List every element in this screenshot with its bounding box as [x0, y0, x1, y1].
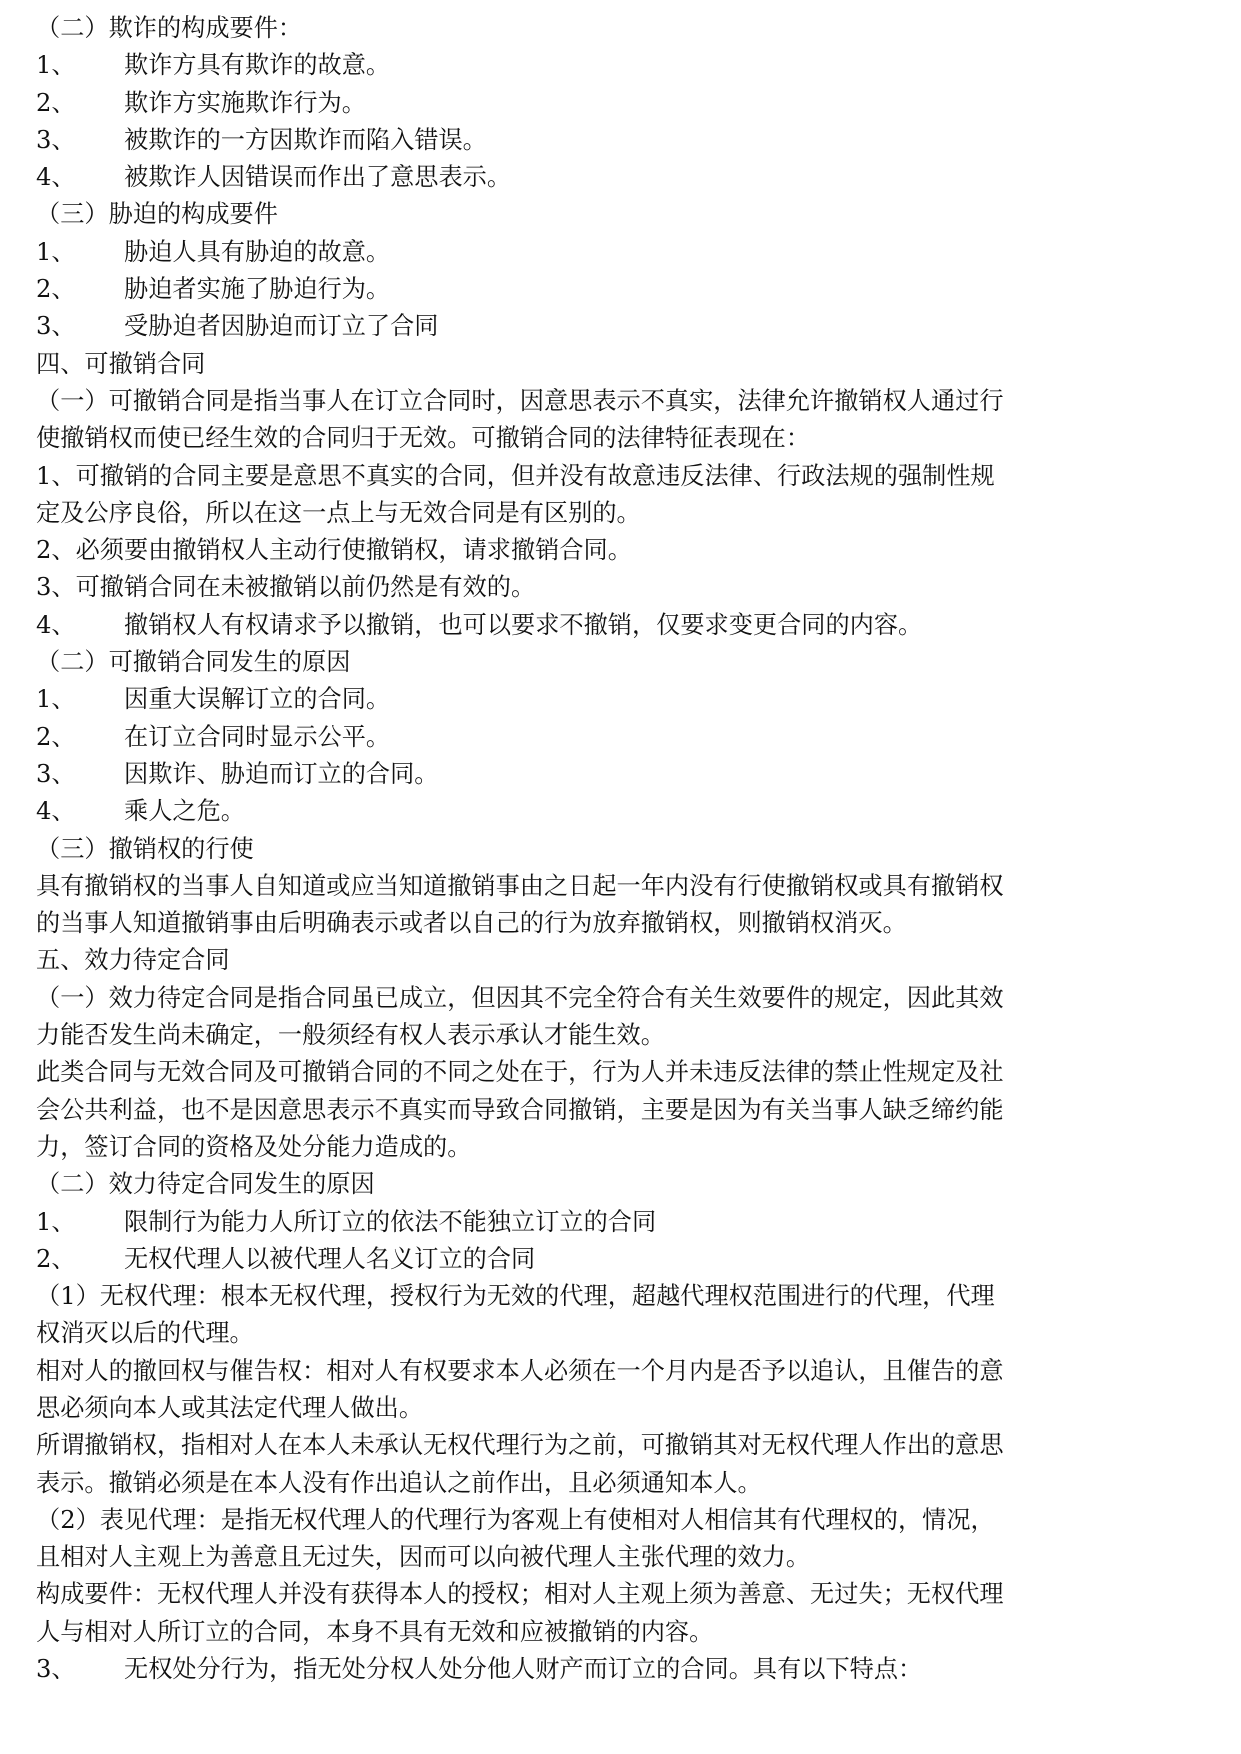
numbered-list-item [36, 159, 1211, 196]
list-item-text: 在订立合同时显示公平。 [124, 722, 391, 751]
list-item-number: 1、 [36, 1207, 76, 1236]
paragraph-line: 权消灭以后的代理。 [36, 1319, 254, 1348]
document-page [36, 10, 1211, 1688]
list-item-number: 2、 [36, 275, 76, 304]
list-item-text: 因欺诈、胁迫而订立的合同。 [124, 759, 439, 788]
paragraph-line: 2、必须要由撤销权人主动行使撤销权，请求撤销合同。 [36, 536, 632, 565]
list-item-text: 胁迫人具有胁迫的故意。 [124, 237, 391, 266]
numbered-list-item [36, 308, 1211, 345]
numbered-list-item [36, 85, 1211, 122]
paragraph-line: （一）效力待定合同是指合同虽已成立，但因其不完全符合有关生效要件的规定，因此其效 [36, 983, 1004, 1012]
list-item-text: 撤销权人有权请求予以撤销，也可以要求不撤销，仅要求变更合同的内容。 [124, 610, 923, 639]
numbered-list-item [36, 234, 1211, 271]
paragraph-line: （三）撤销权的行使 [36, 834, 254, 863]
list-item-text: 被欺诈的一方因欺诈而陷入错误。 [124, 125, 487, 154]
list-item-number: 3、 [36, 759, 76, 788]
paragraph-line: 3、可撤销合同在未被撤销以前仍然是有效的。 [36, 573, 536, 602]
paragraph-line: 力，签订合同的资格及处分能力造成的。 [36, 1132, 472, 1161]
paragraph-line: 四、可撤销合同 [36, 349, 206, 378]
paragraph-line: 会公共利益，也不是因意思表示不真实而导致合同撤销，主要是因为有关当事人缺乏缔约能 [36, 1095, 1004, 1124]
list-item-number: 4、 [36, 797, 76, 826]
numbered-list-item [36, 271, 1211, 308]
list-item-number: 1、 [36, 51, 76, 80]
paragraph-line: 1、可撤销的合同主要是意思不真实的合同，但并没有故意违反法律、行政法规的强制性规 [36, 461, 995, 490]
list-item-number: 4、 [36, 163, 76, 192]
list-item-text: 无权处分行为，指无处分权人处分他人财产而订立的合同。具有以下特点： [124, 1655, 923, 1684]
list-item-text: 欺诈方具有欺诈的故意。 [124, 51, 391, 80]
paragraph-line: （1）无权代理：根本无权代理，授权行为无效的代理，超越代理权范围进行的代理，代理 [36, 1282, 995, 1311]
list-item-number: 4、 [36, 610, 76, 639]
list-item-text: 被欺诈人因错误而作出了意思表示。 [124, 163, 512, 192]
list-item-text: 胁迫者实施了胁迫行为。 [124, 275, 391, 304]
numbered-list-item [36, 681, 1211, 718]
list-item-number: 2、 [36, 88, 76, 117]
list-item-text: 因重大误解订立的合同。 [124, 685, 391, 714]
paragraph-line: 五、效力待定合同 [36, 946, 230, 975]
paragraph-line: 表示。撤销必须是在本人没有作出追认之前作出，且必须通知本人。 [36, 1468, 762, 1497]
paragraph-line: （三）胁迫的构成要件 [36, 200, 278, 229]
numbered-list-item [36, 122, 1211, 159]
paragraph-line: 使撤销权而使已经生效的合同归于无效。可撤销合同的法律特征表现在： [36, 424, 811, 453]
paragraph-line: （一）可撤销合同是指当事人在订立合同时，因意思表示不真实，法律允许撤销权人通过行 [36, 386, 1004, 415]
paragraph-line: （2）表见代理：是指无权代理人的代理行为客观上有使相对人相信其有代理权的，情况， [36, 1505, 995, 1534]
paragraph-line: （二）效力待定合同发生的原因 [36, 1170, 375, 1199]
list-item-text: 受胁迫者因胁迫而订立了合同 [124, 312, 439, 341]
paragraph-line: （二）欺诈的构成要件： [36, 14, 303, 42]
list-item-text: 限制行为能力人所订立的依法不能独立订立的合同 [124, 1207, 657, 1236]
numbered-list-item [36, 47, 1211, 84]
paragraph-line: 具有撤销权的当事人自知道或应当知道撤销事由之日起一年内没有行使撤销权或具有撤销权 [36, 871, 1004, 900]
numbered-list-item [36, 1204, 1211, 1241]
list-item-number: 2、 [36, 1244, 76, 1273]
list-item-text: 乘人之危。 [124, 797, 245, 826]
paragraph-line: 人与相对人所订立的合同，本身不具有无效和应被撤销的内容。 [36, 1617, 714, 1646]
numbered-list-item [36, 1651, 1211, 1688]
paragraph-line: 力能否发生尚未确定，一般须经有权人表示承认才能生效。 [36, 1021, 665, 1050]
numbered-list-item [36, 719, 1211, 756]
list-item-number: 2、 [36, 722, 76, 751]
paragraph-line: 此类合同与无效合同及可撤销合同的不同之处在于，行为人并未违反法律的禁止性规定及社 [36, 1058, 1004, 1087]
paragraph-line: 且相对人主观上为善意且无过失，因而可以向被代理人主张代理的效力。 [36, 1543, 811, 1572]
list-item-number: 1、 [36, 237, 76, 266]
paragraph-line: 的当事人知道撤销事由后明确表示或者以自己的行为放弃撤销权，则撤销权消灭。 [36, 909, 907, 938]
list-item-number: 1、 [36, 685, 76, 714]
paragraph-line: 构成要件：无权代理人并没有获得本人的授权；相对人主观上须为善意、无过失；无权代理 [36, 1580, 1004, 1609]
numbered-list-item [36, 1241, 1211, 1278]
paragraph-line: （二）可撤销合同发生的原因 [36, 648, 351, 677]
list-item-text: 欺诈方实施欺诈行为。 [124, 88, 366, 117]
paragraph-line: 所谓撤销权，指相对人在本人未承认无权代理行为之前，可撤销其对无权代理人作出的意思 [36, 1431, 1004, 1460]
list-item-number: 3、 [36, 1655, 76, 1684]
paragraph-line: 定及公序良俗，所以在这一点上与无效合同是有区别的。 [36, 498, 641, 527]
list-item-number: 3、 [36, 312, 76, 341]
numbered-list-item [36, 793, 1211, 830]
numbered-list-item [36, 756, 1211, 793]
numbered-list-item [36, 607, 1211, 644]
list-item-text: 无权代理人以被代理人名义订立的合同 [124, 1244, 536, 1273]
paragraph-line: 思必须向本人或其法定代理人做出。 [36, 1393, 424, 1422]
list-item-number: 3、 [36, 125, 76, 154]
paragraph-line: 相对人的撤回权与催告权：相对人有权要求本人必须在一个月内是否予以追认，且催告的意 [36, 1356, 1004, 1385]
